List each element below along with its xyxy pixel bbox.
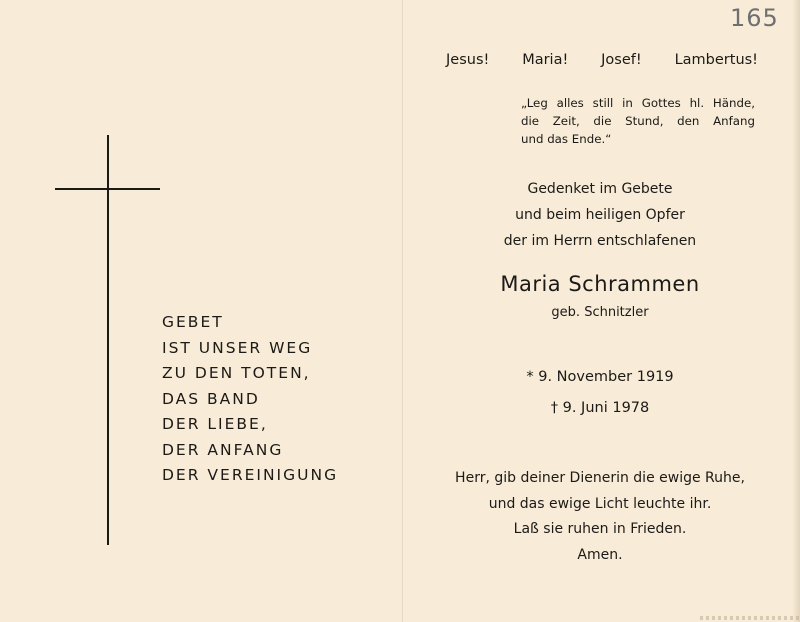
card-fold [402,0,403,622]
cross-vertical-bar [107,135,109,545]
invocation-name: Lambertus! [674,52,758,68]
prayer-line: Amen. [577,546,623,563]
invocation-name: Maria! [522,52,569,68]
poem-line: DER LIEBE, [162,415,268,433]
poem-line: ZU DEN TOTEN, [162,364,311,382]
invocation-name: Josef! [601,52,642,68]
poem-line: GEBET [162,313,224,331]
birth-name: geb. Schnitzler [551,305,649,320]
remembrance-text [420,176,780,254]
birth-date: * 9. November 1919 [526,369,674,385]
prayer-line: und das ewige Licht leuchte ihr. [488,495,712,512]
invocation-name: Jesus! [446,52,490,68]
invocation [446,52,758,68]
quote-line: und das Ende.“ [521,132,612,146]
card-edge-shadow [792,0,800,622]
poem-line: DAS BAND [162,389,260,408]
remembrance-line: und beim heiligen Opfer [515,207,685,223]
quote-line: die Zeit, die Stund, den Anfang [521,114,755,128]
archive-number: 165 [730,4,779,32]
prayer-line: Laß sie ruhen in Frieden. [513,521,687,537]
deceased-name: Maria Schrammen [500,272,700,296]
quote [521,94,755,148]
quote-line: „Leg alles still in Gottes hl. Hände, [521,96,755,110]
cross-horizontal-bar [55,188,160,190]
prayer-line: Herr, gib deiner Dienerin die ewige Ruhe, [455,470,745,486]
life-dates [420,362,780,424]
remembrance-line: Gedenket im Gebete [527,181,673,197]
remembrance-line: der im Herrn entschlafenen [503,233,697,249]
poem-line: IST UNSER WEG [162,338,313,357]
poem-line: DER VEREINIGUNG [162,466,339,484]
poem-line: DER ANFANG [162,440,284,459]
poem [162,310,338,489]
death-date: † 9. Juni 1978 [550,400,650,416]
paper-edge-marks [700,616,800,620]
prayer [420,466,780,568]
